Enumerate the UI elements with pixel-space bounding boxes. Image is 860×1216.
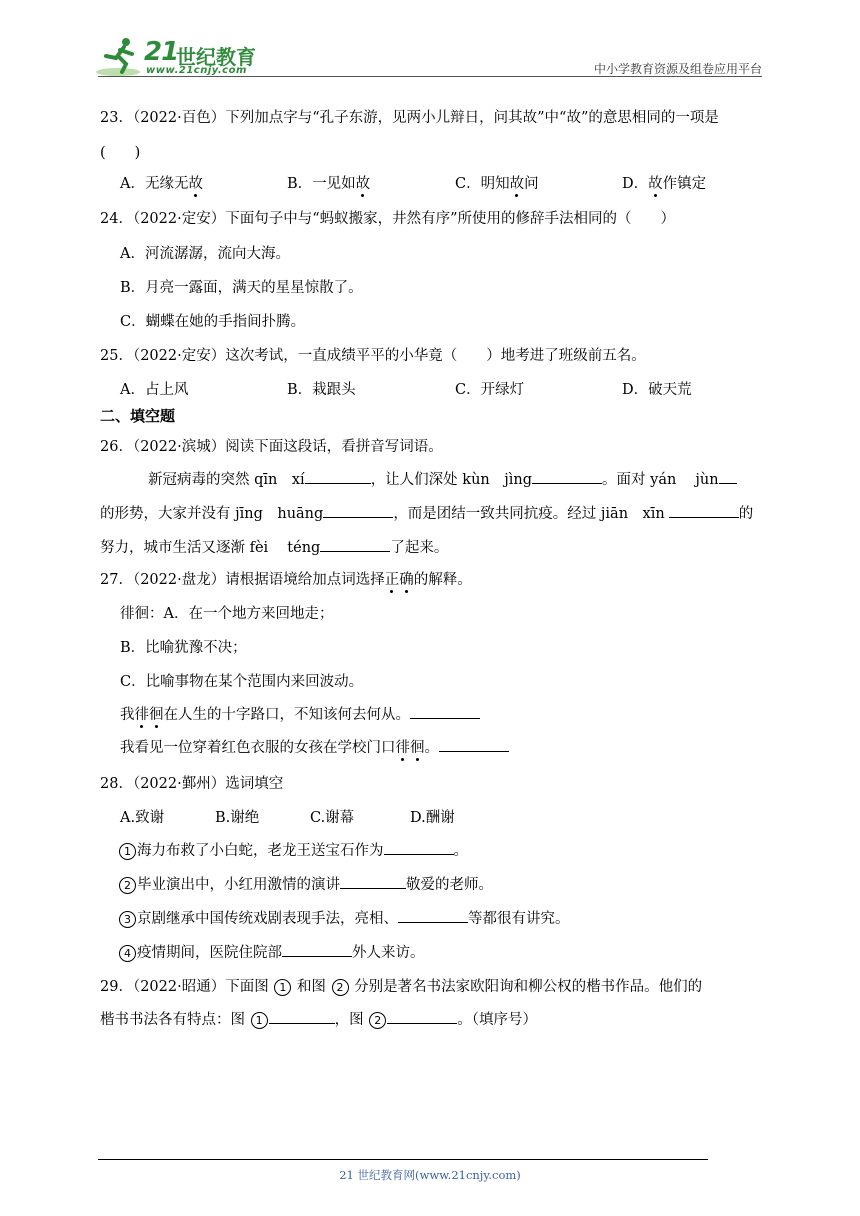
- q26-stem: 26．（2022·滨城）阅读下面这段话，看拼音写词语。: [100, 439, 443, 455]
- logo-text: 世纪教育: [176, 45, 256, 69]
- q28-option-d: D.酬谢: [410, 810, 455, 826]
- q24-option-a: A．河流潺潺，流向大海。: [120, 246, 290, 262]
- q27-sentence-1: 我徘徊在人生的十字路口，不知该何去何从。: [120, 703, 480, 724]
- answer-blank[interactable]: [384, 840, 454, 855]
- q28-item-1: 1 海力布救了小白蛇，老龙王送宝石作为 。: [118, 839, 468, 860]
- answer-blank[interactable]: [719, 469, 737, 484]
- q28-item-3: 3 京剧继承中国传统戏剧表现手法，亮相、 等都很有讲究。: [118, 907, 570, 928]
- section-title-fill-in: 二、填空题: [100, 407, 176, 425]
- q28-item-2: 2 毕业演出中，小红用激情的演讲 敬爱的老师。: [118, 873, 493, 894]
- q28-option-a: A.致谢: [120, 810, 165, 826]
- q28-option-c: C.谢幕: [310, 810, 355, 826]
- footer-divider: [98, 1159, 708, 1160]
- logo-mark: 21: [144, 37, 179, 67]
- q27-def-a: 徘徊：A．在一个地方来回地走；: [120, 606, 334, 622]
- q24-option-b: B．月亮一露面，满天的星星惊散了。: [120, 280, 363, 296]
- q25-option-a: A．占上风: [120, 382, 189, 398]
- answer-blank[interactable]: [340, 874, 406, 889]
- q25-option-b: B．栽跟头: [287, 382, 356, 398]
- q23-option-d: D．故作镇定: [622, 176, 707, 192]
- answer-blank[interactable]: [410, 704, 480, 719]
- q23-option-c: C．明知故问: [455, 176, 539, 192]
- q23-stem: 23．（2022·百色）下列加点字与“孔子东游，见两小儿辩日，问其故”中“故”的意思相同的一项是: [100, 110, 719, 126]
- q23-option-b: B．一见如故: [287, 176, 371, 192]
- footer-text: 21 世纪教育网(www.21cnjy.com): [339, 1168, 521, 1182]
- site-logo: [96, 34, 266, 78]
- q25-option-d: D．破天荒: [622, 382, 692, 398]
- q27-def-c: C．比喻事物在某个范围内来回波动。: [120, 674, 364, 690]
- q26-line2: 的形势，大家并没有 jīng huāng ，而是团结一致共同抗疫。经过 jiān xīn 的: [100, 502, 753, 523]
- q25-option-c: C．开绿灯: [455, 382, 525, 398]
- q23-paren: ( ): [100, 145, 141, 161]
- answer-blank[interactable]: [532, 469, 602, 484]
- answer-blank[interactable]: [320, 537, 390, 552]
- header-divider: [98, 76, 762, 77]
- q26-line3: 努力，城市生活又逐渐 fèi téng 了起来。: [100, 536, 448, 557]
- q28-item-4: 4 疫情期间，医院住院部 外人来访。: [118, 941, 425, 962]
- answer-blank[interactable]: [398, 908, 468, 923]
- header-platform-text: 中小学教育资源及组卷应用平台: [593, 62, 762, 76]
- q27-stem: 27．（2022·盘龙）请根据语境给加点词选择正确的解释。: [100, 572, 472, 588]
- q29-line2: 楷书书法各有特点：图 1 ，图 2 。（填序号）: [100, 1008, 537, 1029]
- q24-option-c: C．蝴蝶在她的手指间扑腾。: [120, 314, 306, 330]
- q29-line1: 29．（2022·昭通）下面图 1 和图 2 分别是著名书法家欧阳询和柳公权的楷书作品。他们的: [100, 979, 703, 995]
- answer-blank[interactable]: [305, 469, 371, 484]
- answer-blank[interactable]: [269, 1009, 335, 1024]
- q25-stem: 25．（2022·定安）这次考试，一直成绩平平的小华竟（ ）地考进了班级前五名。: [100, 348, 646, 364]
- answer-blank[interactable]: [282, 942, 352, 957]
- logo-url: www.21cnjy.com: [146, 65, 247, 76]
- answer-blank[interactable]: [439, 737, 509, 752]
- q24-stem: 24．（2022·定安）下面句子中与“蚂蚁搬家，井然有序”所使用的修辞手法相同的（ ）: [100, 211, 676, 227]
- q26-line1: 新冠病毒的突然 qīn xí ，让人们深处 kùn jìng 。面对 yán jùn: [148, 468, 737, 489]
- q23-option-a: A．无缘无故: [120, 176, 203, 192]
- answer-blank[interactable]: [387, 1009, 457, 1024]
- q27-sentence-2: 我看见一位穿着红色衣服的女孩在学校门口徘徊。: [120, 736, 509, 757]
- q27-def-b: B．比喻犹豫不决；: [120, 640, 247, 656]
- answer-blank[interactable]: [323, 503, 393, 518]
- runner-icon: [96, 34, 144, 78]
- q28-stem: 28．（2022·鄞州）选词填空: [100, 776, 284, 792]
- q28-option-b: B.谢绝: [215, 810, 260, 826]
- answer-blank[interactable]: [669, 503, 739, 518]
